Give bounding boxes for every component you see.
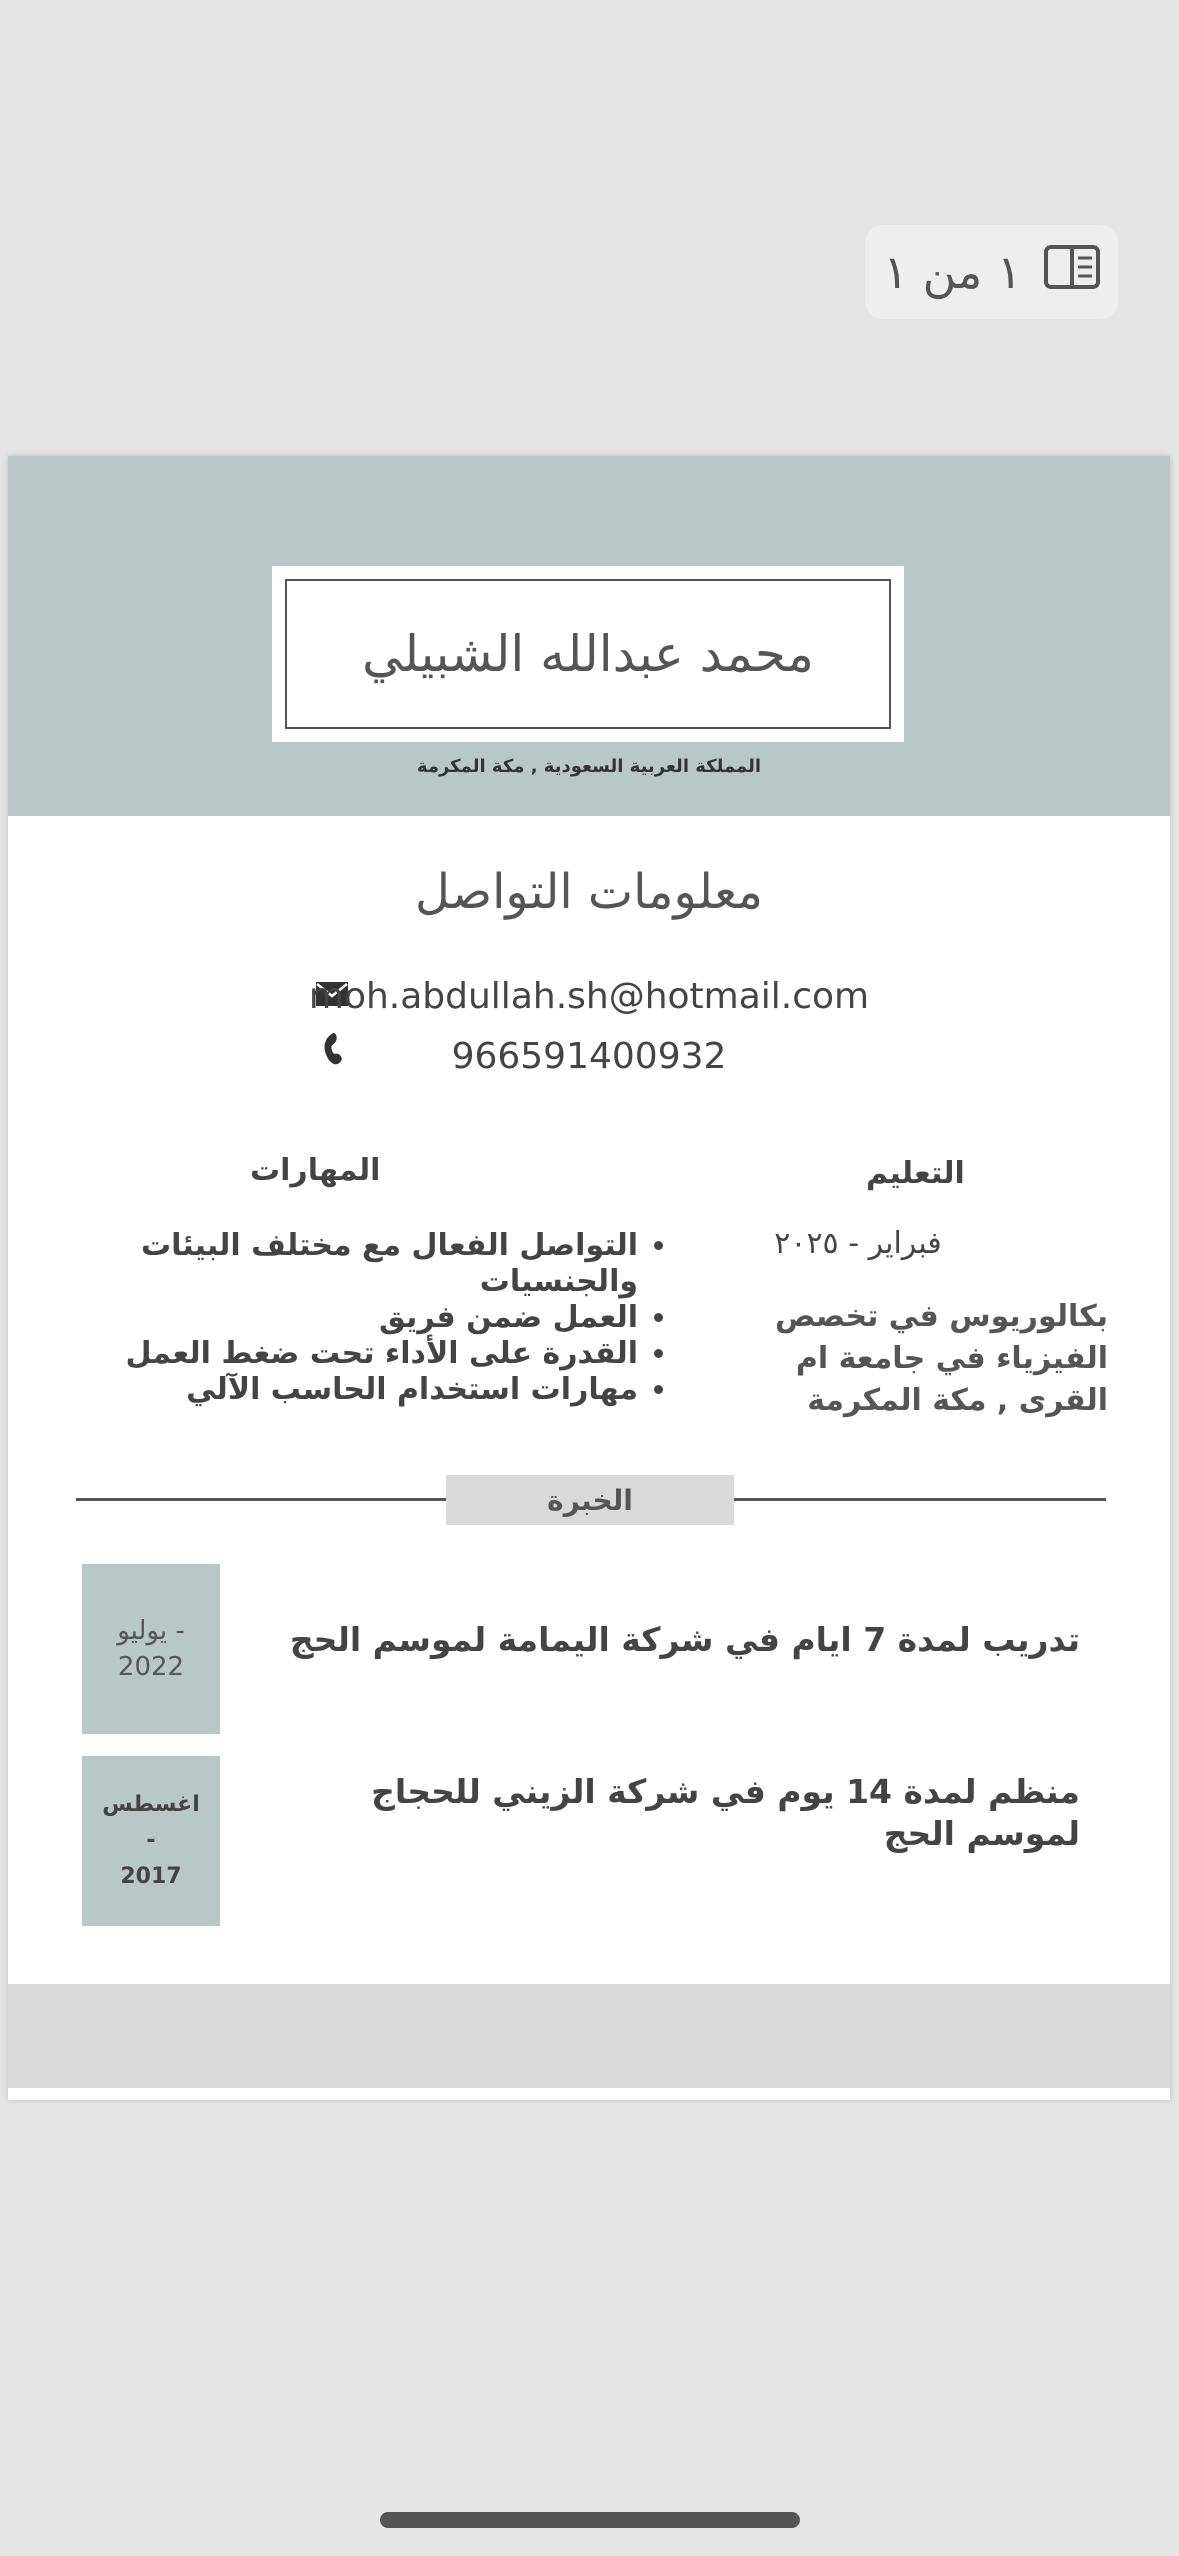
experience-date-line: 2022 <box>117 1652 185 1682</box>
experience-description: منظم لمدة 14 يوم في شركة الزيني للحجاج لموسم الحج <box>371 1772 1080 1853</box>
experience-date <box>82 1756 220 1926</box>
resume-page <box>8 456 1170 2100</box>
skills-title: المهارات <box>250 1153 381 1188</box>
page-count-label: ١ من ١ <box>883 245 1022 299</box>
education-date: فبراير - ٢٠٢٥ <box>774 1226 942 1261</box>
experience-date-line: اغسطس <box>102 1792 200 1817</box>
phone[interactable]: 966591400932 <box>451 1036 727 1077</box>
experience-description: تدريب لمدة 7 ايام في شركة اليمامة لموسم الحج <box>289 1620 1080 1659</box>
skills-list <box>88 1228 674 1408</box>
full-name: محمد عبدالله الشبيلي <box>285 579 891 729</box>
skill-item: • مهارات استخدام الحاسب الآلي <box>88 1372 638 1408</box>
header-band <box>8 456 1170 816</box>
experience-title: الخبرة <box>446 1475 734 1525</box>
skill-item: • العمل ضمن فريق <box>88 1300 638 1336</box>
experience-date-line: - <box>146 1828 156 1853</box>
experience-date-line: يوليو - <box>117 1616 185 1646</box>
contact-title: معلومات التواصل <box>414 864 764 920</box>
location: المملكة العربية السعودية , مكة المكرمة <box>416 756 762 777</box>
email[interactable]: moh.abdullah.sh@hotmail.com <box>308 976 870 1017</box>
education-title: التعليم <box>866 1156 965 1191</box>
home-indicator[interactable] <box>380 2512 800 2528</box>
experience-date-line: 2017 <box>120 1864 182 1889</box>
skill-item: • التواصل الفعال مع مختلف البيئات والجنسيات <box>88 1228 638 1300</box>
page-indicator[interactable] <box>865 225 1118 319</box>
experience-date <box>82 1564 220 1734</box>
education-description: بكالوريوس في تخصص الفيزياء في جامعة ام القرى , مكة المكرمة <box>774 1299 1108 1418</box>
name-box <box>272 566 904 742</box>
book-icon <box>1044 245 1100 300</box>
footer-band <box>8 1984 1170 2088</box>
skill-item: • القدرة على الأداء تحت ضغط العمل <box>88 1336 638 1372</box>
